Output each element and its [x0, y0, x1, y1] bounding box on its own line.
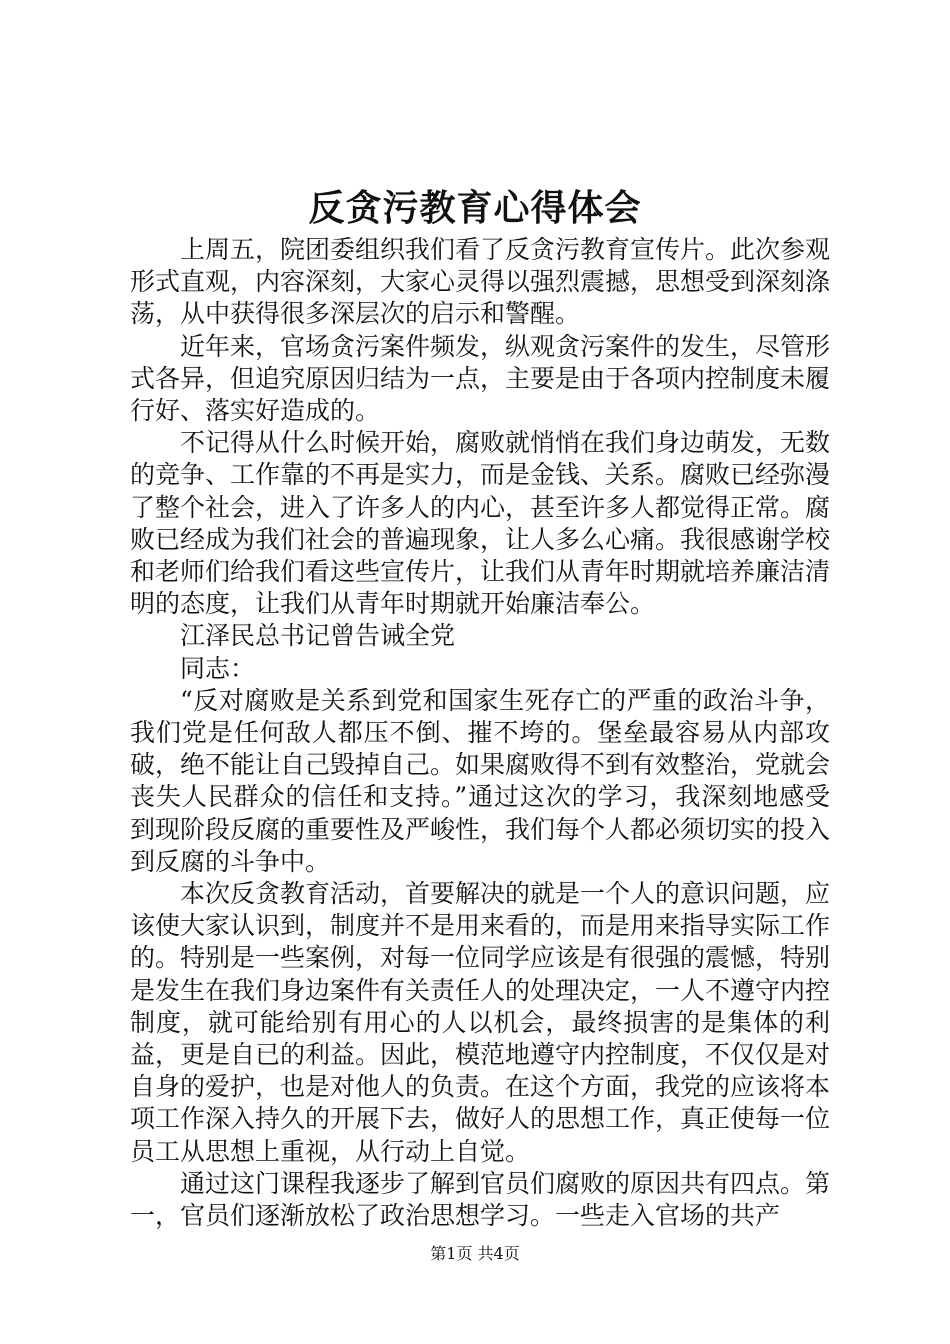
- paragraph-7: 本次反贪教育活动，首要解决的就是一个人的意识问题，应该使大家认识到，制度并不是用来看的，而是用来指导实际工作的。特别是一些案例，对每一位同学应该是有很强的震憾，特别是发生在我们身边案件有关责任人的处理决定，一人不遵守内控制度，就可能给别有用心的人以机会，最终损害的是集体的利益，更是自已的利益。因此，模范地遵守内控制度，不仅仅是对自身的爱护，也是对他人的负责。在这个方面，我党的应该将本项工作深入持久的开展下去，做好人的思想工作，真正使每一位员工从思想上重视，从行动上自觉。: [130, 879, 831, 1166]
- paragraph-2: 近年来，官场贪污案件频发，纵观贪污案件的发生，尽管形式各异，但追究原因归结为一点，主要是由于各项内控制度未履行好、落实好造成的。: [130, 331, 831, 426]
- paragraph-5: 同志：: [180, 653, 256, 683]
- paragraph-6: “反对腐败是关系到党和国家生死存亡的严重的政治斗争，我们党是任何敌人都压不倒、摧不垮的。堡垒最容易从内部攻破，绝不能让自己毁掉自己。如果腐败得不到有效整治，党就会丧失人民群众的信任和支持。”通过这次的学习，我深刻地感受到现阶段反腐的重要性及严峻性，我们每个人都必须切实的投入到反腐的斗争中。: [130, 685, 831, 876]
- document-body: [130, 234, 830, 1232]
- document-title: 反贪污教育心得体会: [308, 187, 642, 229]
- paragraph-4: 江泽民总书记曾告诫全党: [180, 621, 456, 651]
- page-number-footer: 第1页 共4页: [430, 1244, 520, 1263]
- paragraph-8: 通过这门课程我逐步了解到官员们腐败的原因共有四点。第一，官员们逐渐放松了政治思想学习。一些走入官场的共产: [130, 1168, 831, 1231]
- paragraph-3: 不记得从什么时候开始，腐败就悄悄在我们身边萌发，无数的竞争、工作靠的不再是实力，而是金钱、关系。腐败已经弥漫了整个社会，进入了许多人的内心，甚至许多人都觉得正常。腐败已经成为我们社会的普遍现象，让人多么心痛。我很感谢学校和老师们给我们看这些宣传片，让我们从青年时期就培养廉洁清明的态度，让我们从青年时期就开始廉洁奉公。: [130, 428, 831, 619]
- paragraph-1: 上周五，院团委组织我们看了反贪污教育宣传片。此次参观形式直观，内容深刻，大家心灵得以强烈震撼，思想受到深刻涤荡，从中获得很多深层次的启示和警醒。: [130, 235, 831, 329]
